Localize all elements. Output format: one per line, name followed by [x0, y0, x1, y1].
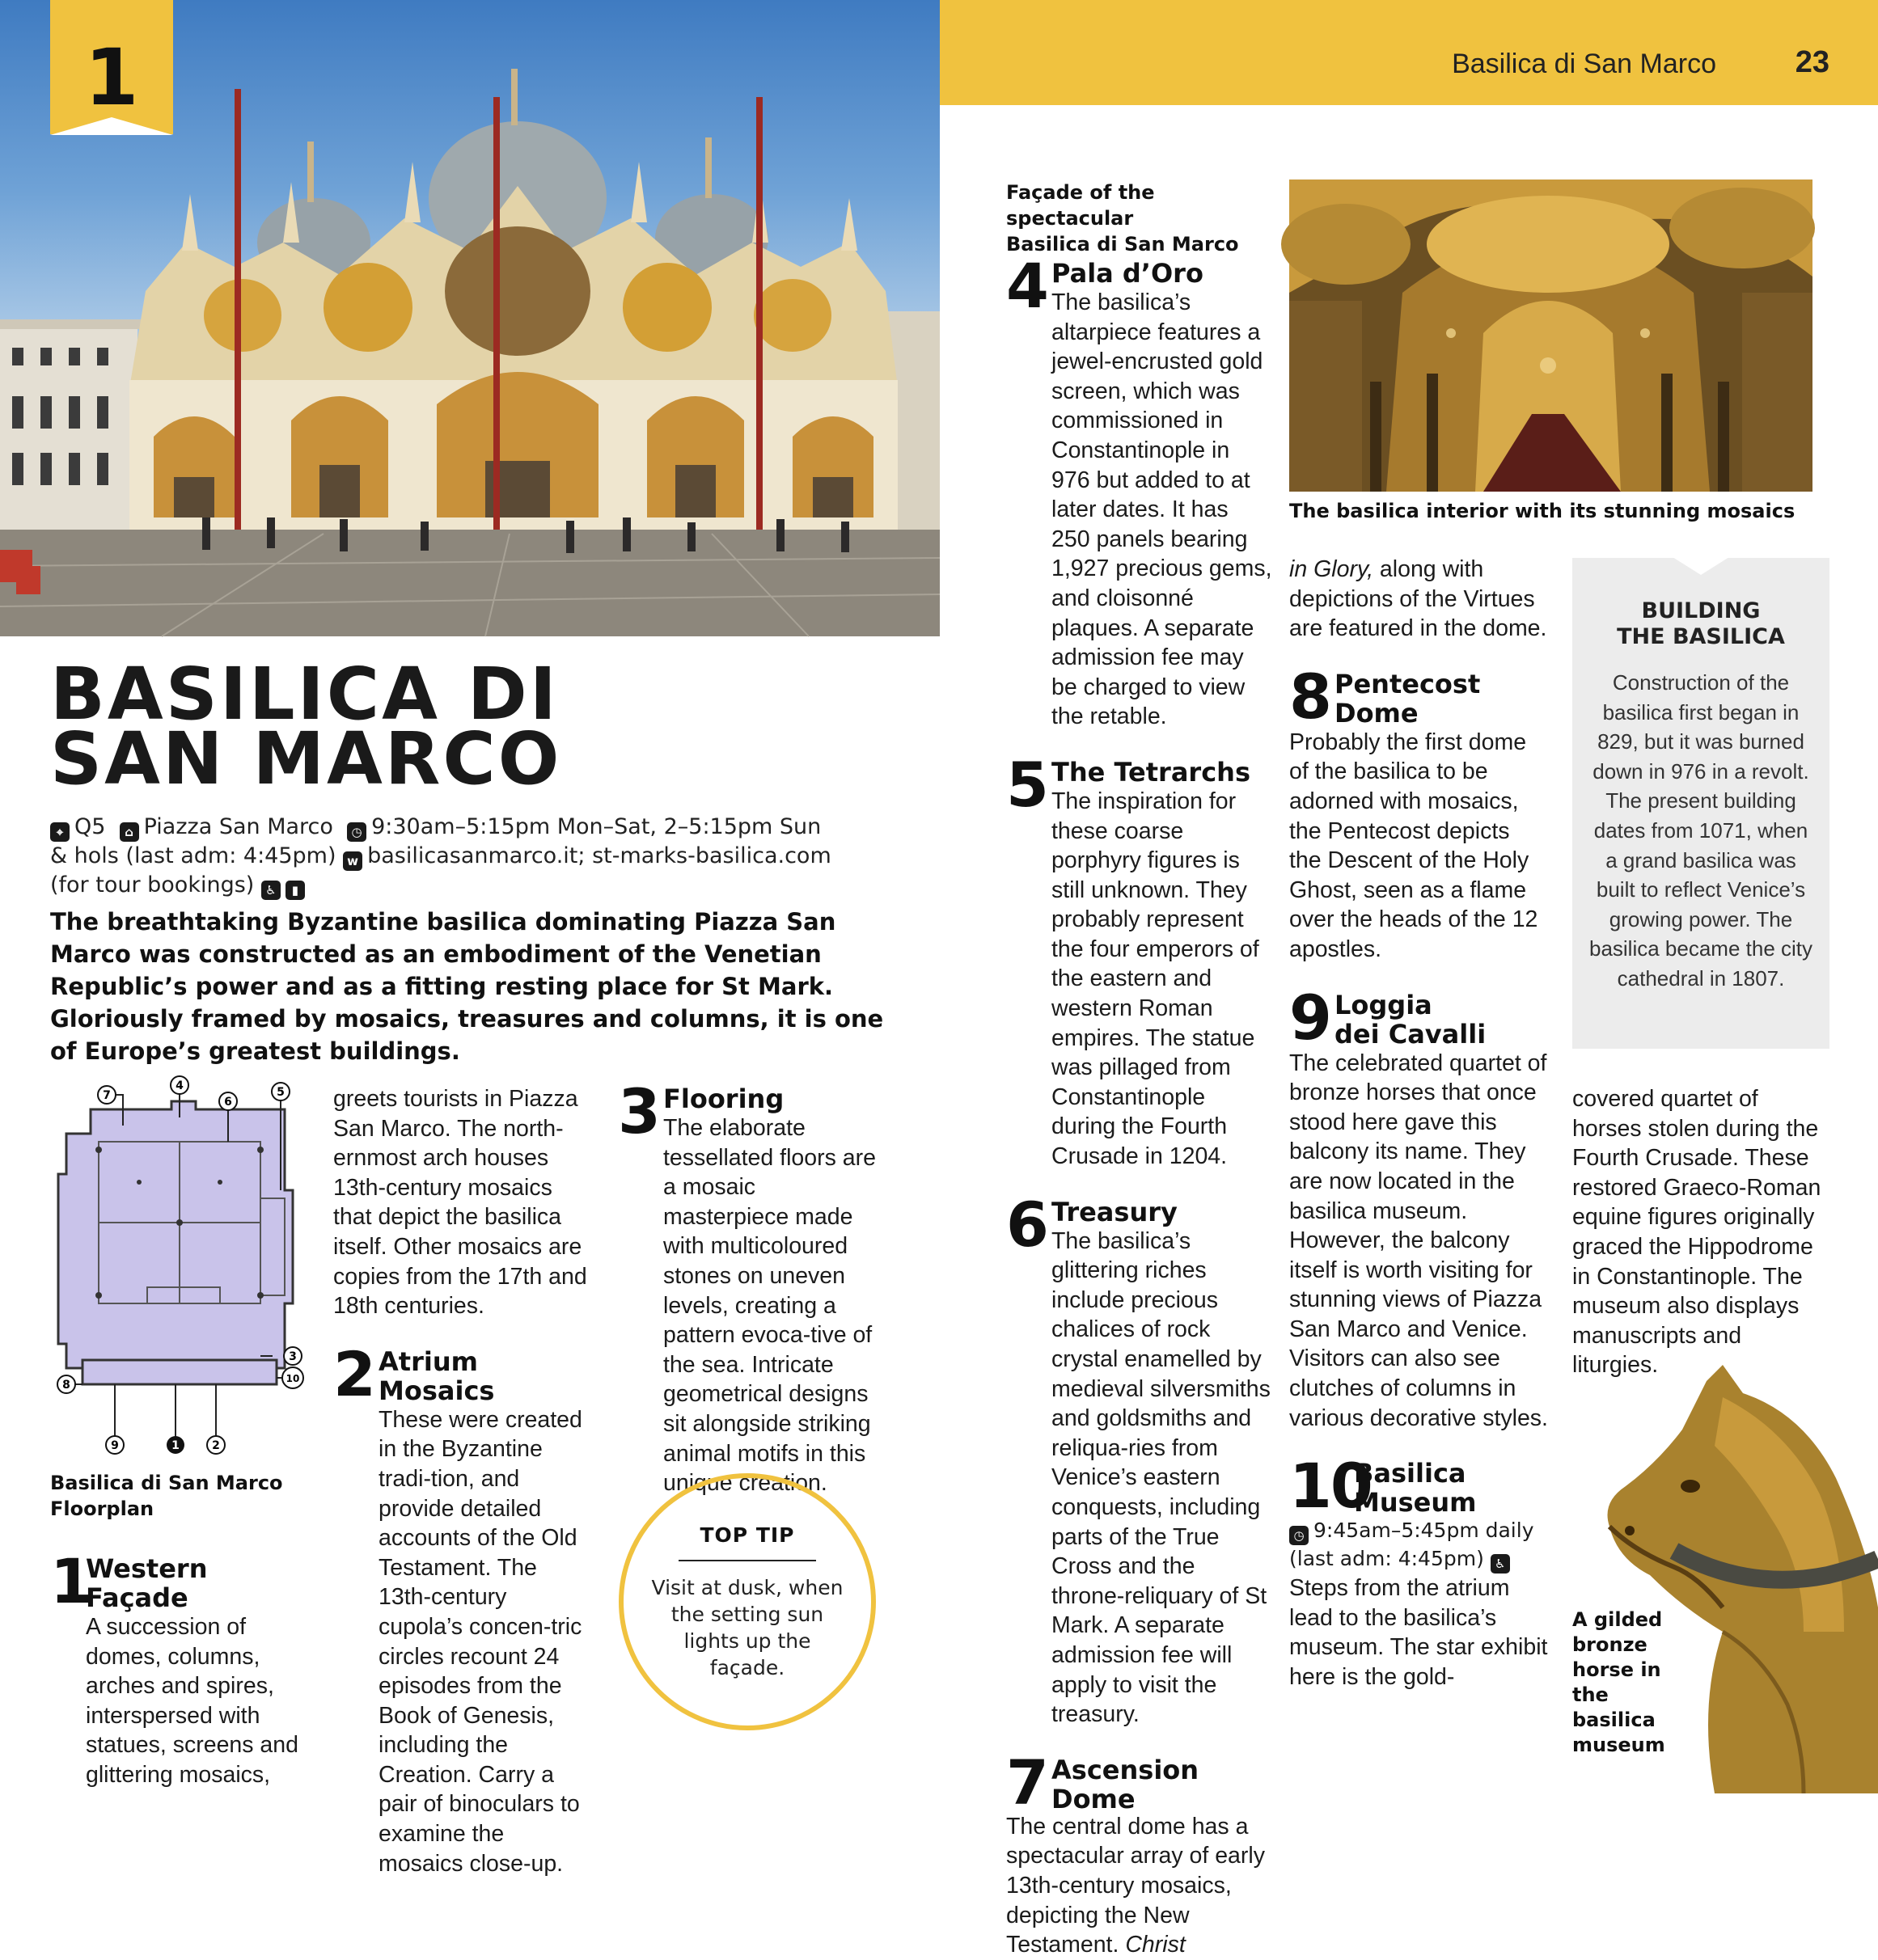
header-band [940, 0, 1878, 105]
floorplan-marker-6: 6 [224, 1096, 232, 1109]
ticket-icon: ▮ [286, 881, 305, 900]
entry-number: 6 [1006, 1188, 1047, 1261]
website-note: (for tour bookings) [50, 872, 255, 898]
basilica-interior-photo [1289, 180, 1812, 492]
floorplan-marker-3: 3 [289, 1350, 297, 1363]
intro-paragraph: The breathtaking Byzantine basilica dominating Piazza San Marco was constructed as an embodiment of the Venetian Republic’s power and as a fitting resting place for St Mark. Gloriously framed by mosaics, treasures and columns, it is one of Europe’s greatest buildings. [50, 908, 884, 1065]
entry-text: The inspiration for these coarse porphyry figures is still unknown. They probably represent the four emperors of the eastern and western Roman empires. The statue was pillaged from Constantinople during the Fourth Crusade in 1204. [1051, 788, 1259, 1170]
accessible-icon: ♿ [261, 881, 281, 900]
home-icon: ⌂ [120, 822, 139, 842]
entry-text: The basilica’s altarpiece features a jewel-encrusted gold screen, which was commissioned in Constantinople in 976 but added to at later dates. It has 250 panels bearing 1,927 precious gems, and cloisonné plaques. A separate admission fee may be charged to view the retable. [1051, 289, 1272, 730]
map-pin-icon: ⌖ [50, 822, 70, 842]
entry-text: A succession of domes, columns, arches and spires, interspersed with statues, screens and glittering mosaics, [86, 1614, 298, 1788]
entry-number: 9 [1289, 981, 1330, 1054]
floorplan-marker-2: 2 [212, 1439, 220, 1452]
floorplan-marker-7: 7 [103, 1089, 111, 1102]
top-tip-text: Visit at dusk, when the setting sun lights up the façade. [651, 1576, 844, 1679]
facade-caption-line-1: Façade of the spectacular [1006, 181, 1155, 230]
address: Piazza San Marco [143, 814, 333, 839]
hours-holidays: & hols (last adm: 4:45pm) [50, 843, 336, 868]
entry-3 [618, 1075, 881, 1498]
entry-7-text: The central dome has a spectacular array of early 13th-century mosaics, depicting the New Testament. [1006, 1813, 1265, 1958]
web-icon: w [343, 851, 362, 871]
museum-last-admission: (last adm: 4:45pm) [1289, 1547, 1484, 1571]
entry-10-continued: covered quartet of horses stolen during the Fourth Crusade. These restored Graeco-Roman equine figures originally graced the Hippodrome in Constantinople. The museum also displays manuscripts and liturgies. [1572, 1086, 1821, 1379]
floorplan-marker-1: 1 [171, 1439, 180, 1452]
entry-7-text-italic: Christ [1125, 1932, 1186, 1958]
entry-9 [1289, 981, 1548, 1054]
entry-text: These were created in the Byzantine tradi-tion, and provide detailed accounts of the Old Testament. The 13th-century cupola’s concen-tric circles recount 24 episodes from the Book of Genesis, including the Creation. Carry a pair of binoculars to examine the mosaics close-up. [379, 1406, 582, 1877]
entry-title: Treasury [1051, 1196, 1178, 1227]
horse-caption-line-1: A gilded [1572, 1608, 1663, 1631]
entry-title-line-2: dei Cavalli [1334, 1018, 1487, 1050]
museum-hours: 9:45am–5:45pm daily [1313, 1519, 1534, 1543]
horse-caption-line-4: the basilica [1572, 1683, 1656, 1731]
floorplan-marker-4: 4 [176, 1079, 184, 1092]
entry-title: Atrium Mosaics [379, 1345, 495, 1406]
chapter-number: 1 [84, 32, 139, 123]
entry-7-continued-italic: in Glory, [1289, 556, 1373, 582]
entry-title-line-1: Pentecost [1334, 668, 1481, 699]
entry-title-line-2: Museum [1354, 1487, 1477, 1519]
hours: 9:30am–5:15pm Mon–Sat, 2–5:15pm Sun [371, 814, 822, 839]
entry-title: Western Façade [86, 1553, 208, 1613]
floorplan-marker-5: 5 [277, 1086, 285, 1099]
title-line-1: BASILICA DI [50, 652, 559, 736]
accessible-icon: ♿ [1491, 1554, 1510, 1573]
entry-number: 1 [50, 1545, 91, 1617]
entry-1 [50, 1545, 309, 1790]
entry-8 [1289, 660, 1548, 733]
facade-caption [1006, 180, 1273, 257]
entry-7 [1006, 1746, 1273, 1818]
entry-number: 3 [618, 1075, 659, 1147]
entry-title-line-2: Dome [1051, 1783, 1136, 1814]
entry-title: Pala d’Oro [1051, 258, 1203, 289]
horse-caption-line-3: horse in [1572, 1658, 1661, 1681]
floorplan-caption-line-2: Floorplan [50, 1497, 154, 1520]
practical-info [50, 813, 891, 900]
entry-4 [1006, 250, 1273, 732]
running-head: Basilica di San Marco [1452, 49, 1716, 79]
entry-number: 8 [1289, 660, 1330, 733]
sidebar-heading-line-2: THE BASILICA [1617, 624, 1785, 649]
map-ref: Q5 [74, 814, 106, 839]
sidebar-heading-line-1: BUILDING [1641, 598, 1761, 623]
floorplan-marker-8: 8 [62, 1379, 70, 1392]
horse-caption [1572, 1607, 1686, 1758]
clock-icon: ◷ [1289, 1526, 1309, 1545]
entry-title-line-1: Loggia [1334, 989, 1432, 1020]
floorplan-caption-line-1: Basilica di San Marco [50, 1472, 283, 1494]
entry-title: The Tetrarchs [1051, 756, 1250, 788]
entry-2 [333, 1337, 592, 1879]
entry-number: 7 [1006, 1746, 1047, 1818]
facade-caption-line-2: Basilica di San Marco [1006, 233, 1239, 256]
building-the-basilica-sidebar [1572, 558, 1829, 1049]
clock-icon: ◷ [347, 822, 366, 842]
top-tip-heading: TOP TIP [700, 1523, 795, 1547]
top-tip [619, 1473, 876, 1730]
title-line-2: SAN MARCO [50, 716, 562, 800]
column-2 [333, 1084, 592, 1878]
entry-number: 2 [333, 1337, 374, 1410]
entry-5 [1006, 748, 1273, 1172]
entry-title-line-2: Dome [1334, 697, 1419, 729]
website-link[interactable]: basilicasanmarco.it; st-marks-basilica.com [367, 843, 831, 868]
floorplan-marker-10: 10 [286, 1373, 300, 1384]
entry-10 [1289, 1450, 1548, 1523]
floorplan-diagram [50, 1077, 309, 1457]
page-title [50, 652, 616, 800]
horse-caption-line-5: museum [1572, 1734, 1665, 1756]
entry-7-continued: along with depictions of the Virtues are featured in the dome. [1289, 556, 1547, 642]
interior-caption: The basilica interior with its stunning mosaics [1289, 500, 1796, 522]
page-number: 23 [1795, 45, 1829, 79]
entry-number: 5 [1006, 748, 1047, 821]
entry-title: Flooring [663, 1083, 785, 1114]
floorplan-marker-9: 9 [111, 1439, 119, 1452]
column-4 [1006, 250, 1273, 1960]
entry-9-text: The celebrated quartet of bronze horses that once stood here gave this balcony its name. They are now located in the basilica museum. However, the balcony itself is worth visiting for stunning views of Piazza San Marco and Venice. Visitors can also see clutches of columns in various decorative styles. [1289, 1050, 1548, 1431]
entry-text: The elaborate tessellated floors are a mosaic masterpiece made with multicoloured stones on uneven levels, creating a pattern evoca-tive of the sea. Intricate geometrical designs sit alongside striking animal motifs in this unique creation. [663, 1115, 876, 1497]
entry-1-continued: greets tourists in Piazza San Marco. The north-ernmost arch houses 13th-century mosaics that depict the basilica itself. Other mosaics are copies from the 17th and 18th centuries. [333, 1086, 587, 1320]
chapter-number-tab [50, 0, 173, 134]
entry-title-line-1: Basilica [1354, 1458, 1466, 1489]
horse-caption-line-2: bronze [1572, 1633, 1647, 1656]
entry-title-line-1: Ascension [1051, 1754, 1199, 1785]
entry-10-text: Steps from the atrium lead to the basilica’s museum. The star exhibit here is the gold- [1289, 1575, 1548, 1691]
entry-8-text: Probably the first dome of the basilica to be adorned with mosaics, the Pentecost depicts the Descent of the Holy Ghost, seen as a flame over the heads of the 12 apostles. [1289, 729, 1538, 962]
entry-text: The basilica’s glittering riches include precious chalices of rock crystal enamelled by medieval silversmiths and goldsmiths and reliqua-ries from Venice’s eastern conquests, including parts of the True Cross and the throne-reliquary of St Mark. A separate admission fee will apply to visit the treasury. [1051, 1227, 1271, 1728]
entry-number: 10 [1289, 1450, 1372, 1523]
entry-number: 4 [1006, 250, 1047, 322]
floorplan-caption [50, 1470, 283, 1522]
entry-6 [1006, 1188, 1273, 1730]
sidebar-text: Construction of the basilica first began in 829, but it was burned down in 976 in a revolt. The present building dates from 1071, when a grand basilica was built to reflect Venice’s growing power. The basilica became the city cathedral in 1807. [1588, 670, 1813, 991]
basilica-facade-photo [0, 0, 940, 636]
column-5 [1289, 555, 1548, 1692]
